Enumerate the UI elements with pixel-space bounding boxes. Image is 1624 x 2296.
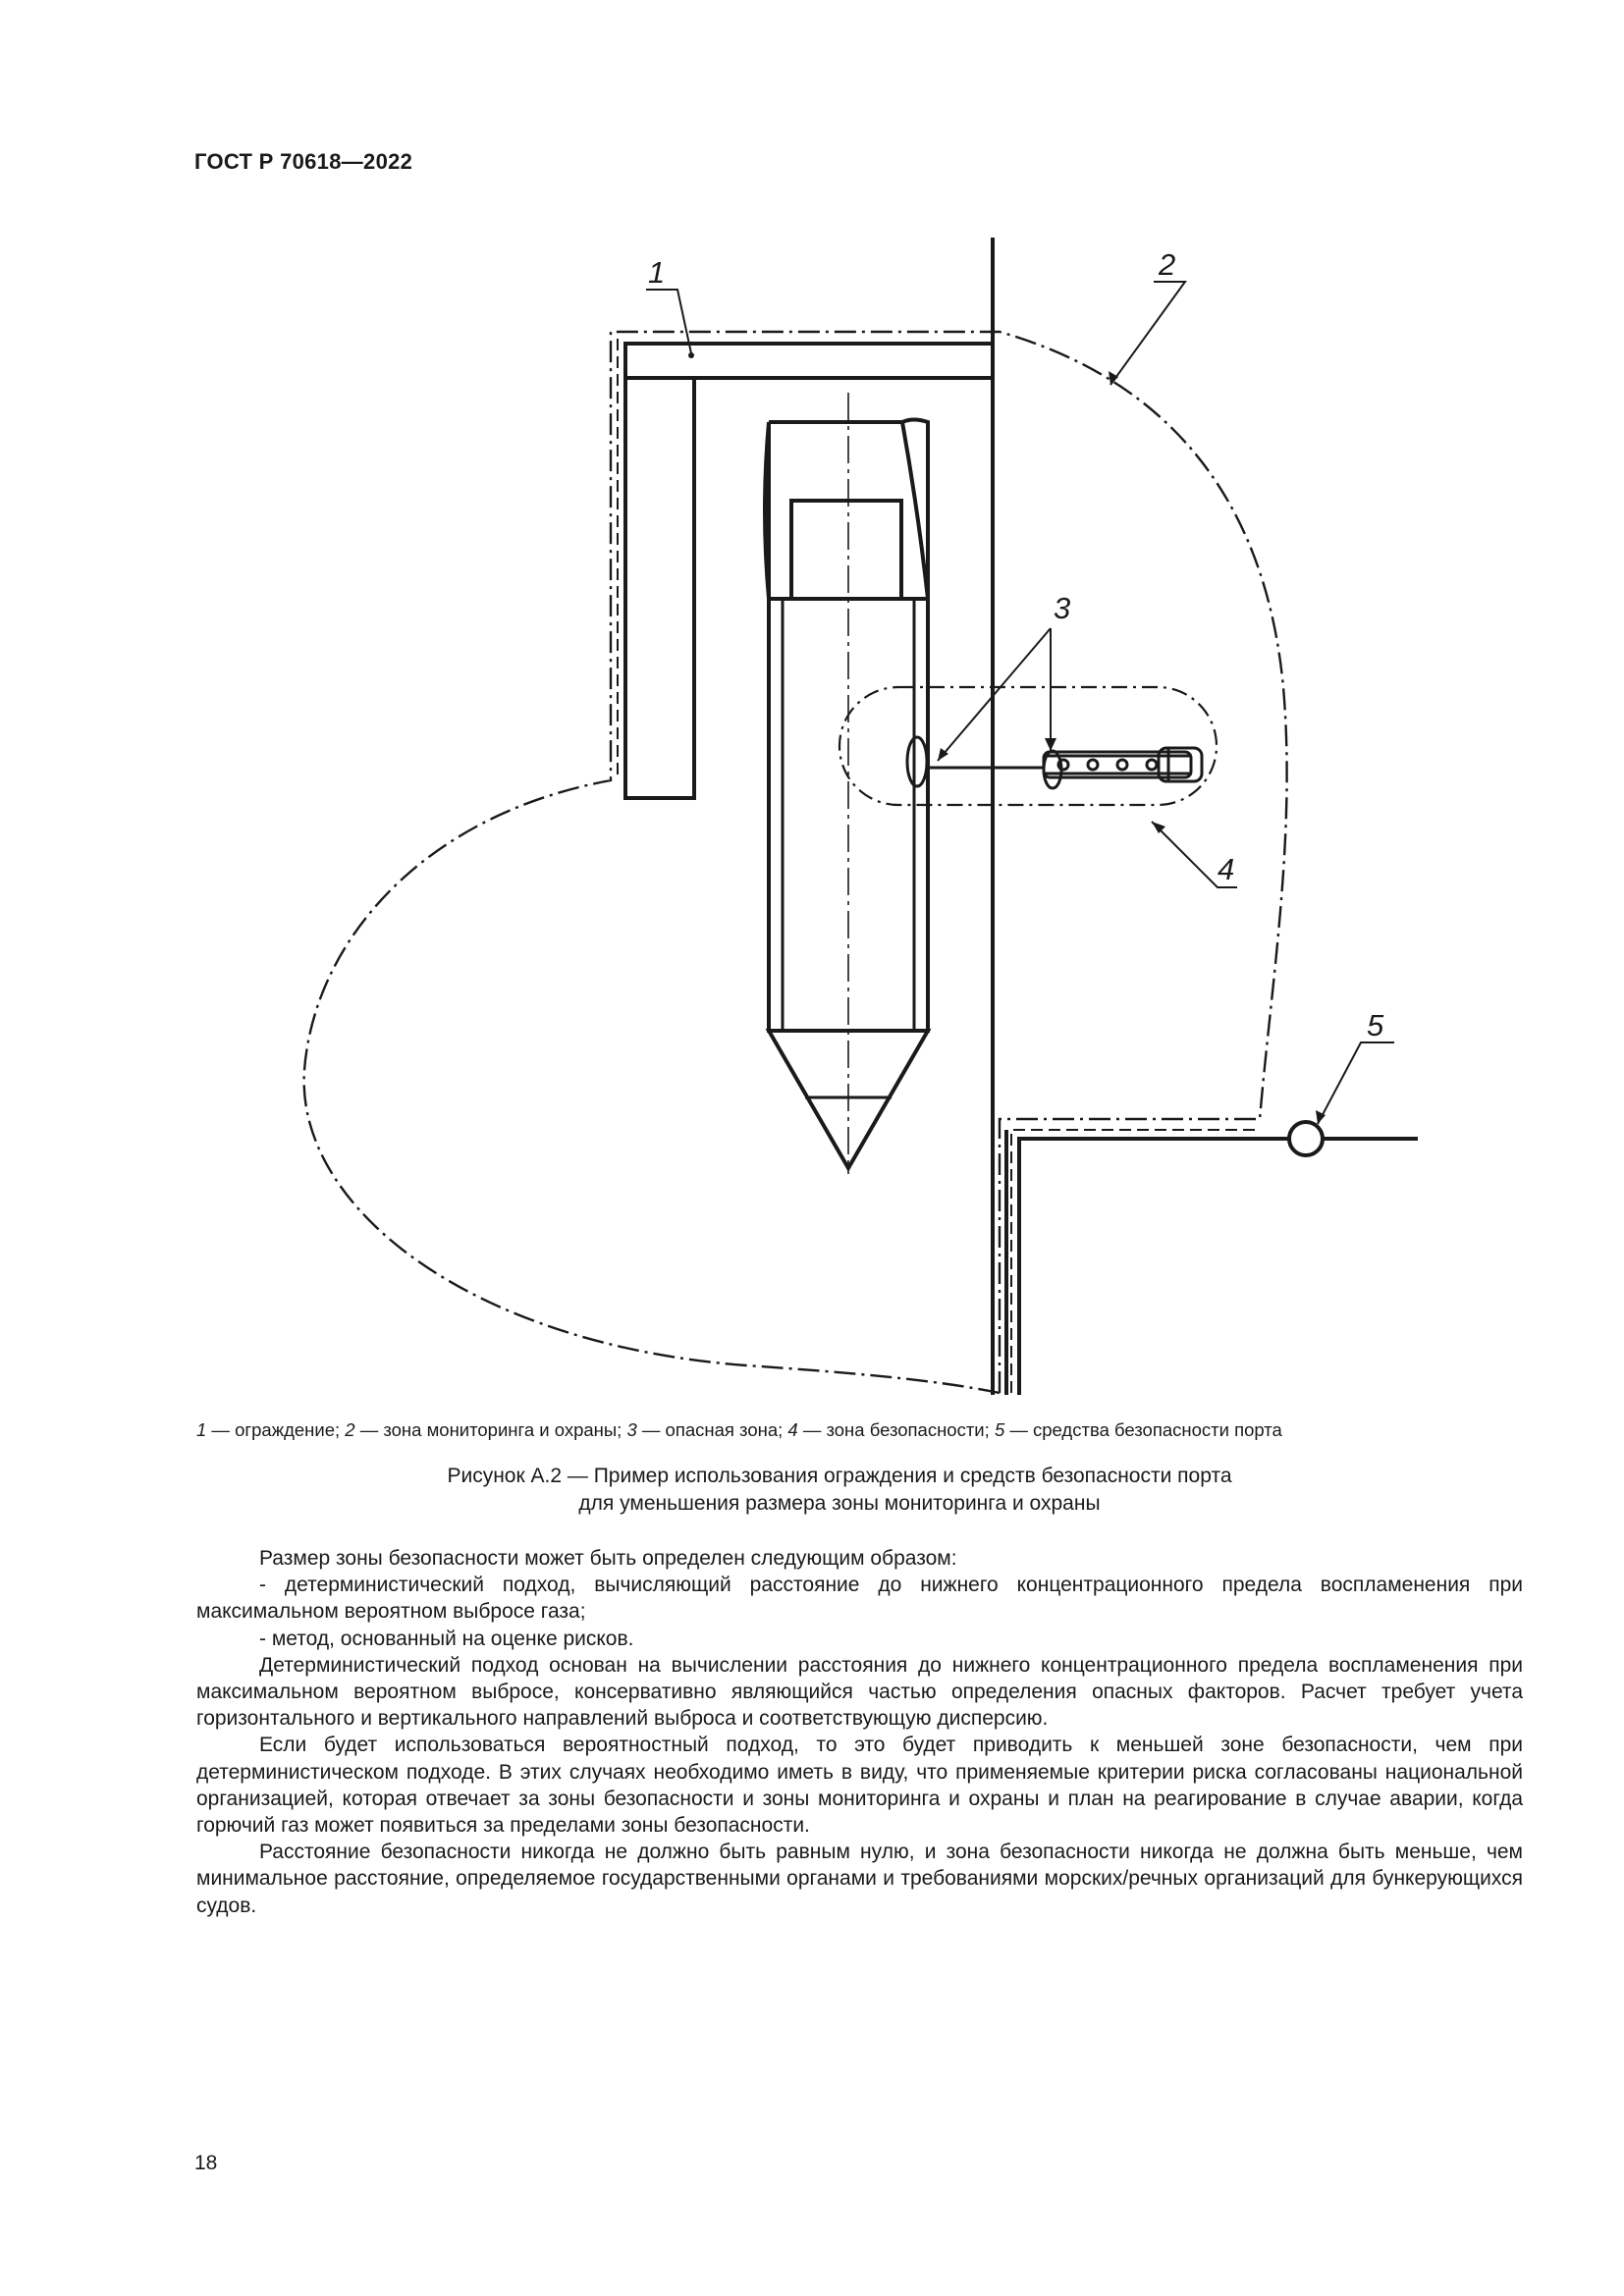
figure-legend <box>196 1419 1522 1441</box>
hazard-zone-ellipse <box>907 737 927 786</box>
document-header: ГОСТ Р 70618—2022 <box>194 149 413 174</box>
leader-line-5 <box>1318 1042 1394 1124</box>
legend-item: 4 — зона безопасности; <box>787 1419 995 1440</box>
paragraph: - детерминистический подход, вычисляющий расстояние до нижнего концентрационного предела воспламенения при максимальном вероятном выбросе газа; <box>196 1574 1523 1624</box>
callout-4: 4 <box>1218 852 1235 886</box>
quay-wall-line <box>1019 1139 1418 1395</box>
paragraph: Расстояние безопасности никогда не должно быть равным нулю, и зона безопасности никогда не должна быть меньше, чем минимальное расстояние, определяемое государственными органами и требованиями морских/речных организаций для бункерующихся судов. <box>196 1841 1523 1917</box>
port-safety-device <box>1289 1122 1323 1155</box>
body-text <box>196 1545 1523 1919</box>
paragraph: Размер зоны безопасности может быть определен следующим образом: <box>259 1547 957 1570</box>
legend-item: 3 — опасная зона; <box>626 1419 788 1440</box>
callout-1: 1 <box>648 255 666 290</box>
safety-zone-boundary <box>839 687 1217 805</box>
legend-item: 2 — зона мониторинга и охраны; <box>345 1419 627 1440</box>
figure-caption-line: Рисунок А.2 — Пример использования ограждения и средств безопасности порта <box>447 1465 1232 1487</box>
monitoring-zone-boundary <box>304 332 1287 1393</box>
leader-arrowhead <box>1152 822 1165 833</box>
callout-5: 5 <box>1367 1008 1384 1042</box>
figure-caption <box>196 1463 1483 1518</box>
fence-vertical <box>625 378 694 798</box>
leader-line-2 <box>1110 282 1185 385</box>
paragraph: - метод, основанный на оценке рисков. <box>259 1627 634 1650</box>
loading-arm-chain <box>1044 748 1202 781</box>
page-number: 18 <box>194 2152 218 2174</box>
paragraph: Если будет использоваться вероятностный подход, то это будет приводить к меньшей зоне безопасности, чем при детерминистическом подходе. В этих случаях необходимо иметь в виду, что применяемые критерии риска согласованы национальной организацией, которая отвечает за зоны безопасности и зоны мониторинга и охраны и план на реагирование в случае аварии, когда горючий газ может появиться за пределами зоны безопасности. <box>196 1734 1523 1838</box>
leader-arrowhead <box>1045 738 1056 751</box>
fence-horizontal <box>625 344 993 378</box>
callout-2: 2 <box>1159 247 1176 282</box>
legend-item: 1 — ограждение; <box>196 1419 346 1440</box>
leader-dot <box>688 352 694 358</box>
callout-3: 3 <box>1054 591 1071 625</box>
legend-item: 5 — средства безопасности порта <box>994 1419 1282 1440</box>
monitoring-zone-inner-line <box>1011 1130 1257 1393</box>
vessel <box>765 420 928 1169</box>
paragraph: Детерминистический подход основан на вычислении расстояния до нижнего концентрационного предела воспламенения при максимальном вероятном выбросе, консервативно являющийся частью определения опасных факторов. Расчет требует учета горизонтального и вертикального направлений выброса и соответствующую дисперсию. <box>196 1653 1523 1731</box>
figure-caption-line: для уменьшения размера зоны мониторинга и охраны <box>578 1492 1101 1515</box>
